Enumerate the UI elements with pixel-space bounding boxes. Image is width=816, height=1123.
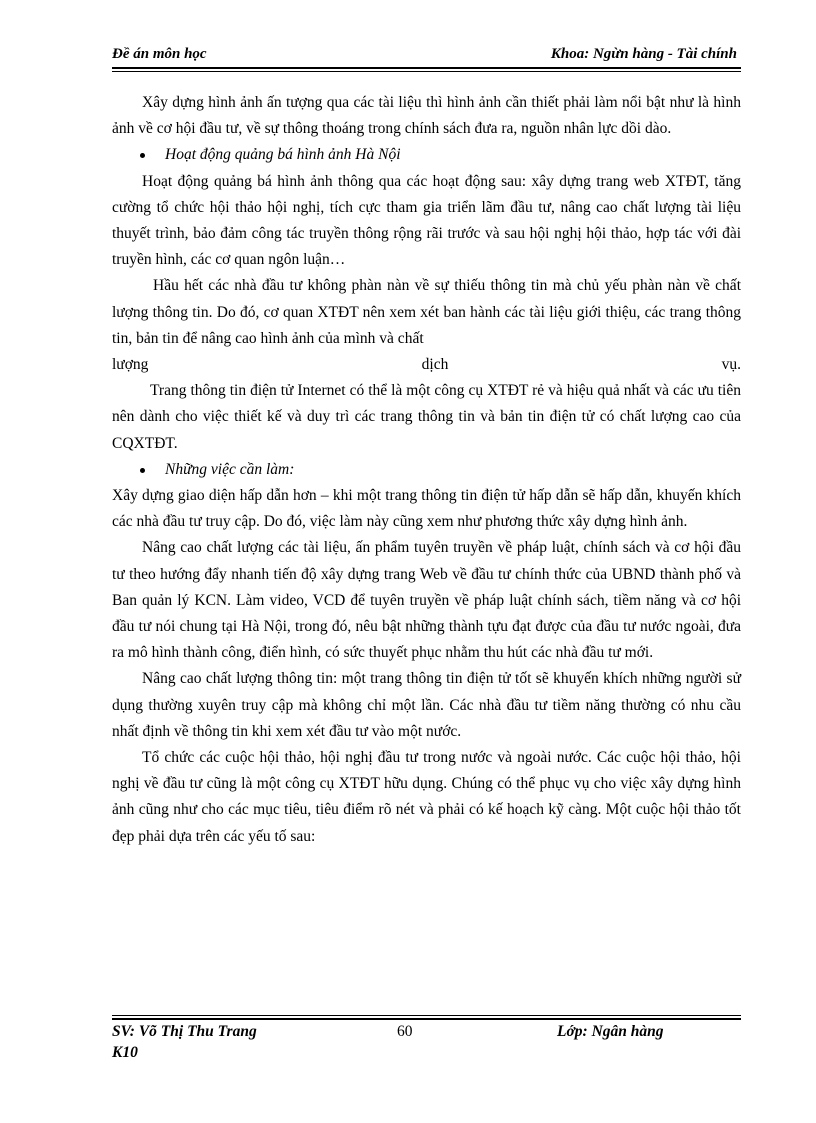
bullet-icon [140, 468, 145, 473]
page-body [112, 90, 741, 850]
paragraph-7: Nâng cao chất lượng thông tin: một trang thông tin điện tử tốt sẽ khuyến khích những người sử dụng thường xuyên truy cập mà không chỉ một lần. Các nhà đầu tư tiềm năng thường có nhu cầu nhất định về thông tin khi xem xét đầu tư vào một nước. [112, 670, 741, 740]
footer-rule-thick [112, 1018, 741, 1020]
bullet-text: Hoạt động quảng bá hình ảnh Hà Nội [165, 146, 401, 164]
header-rule-thick [112, 67, 741, 69]
class-code: K10 [112, 1044, 138, 1061]
header-rule-thin [112, 71, 741, 72]
paragraph-3-last-line [112, 352, 741, 378]
paragraph-6: Nâng cao chất lượng các tài liệu, ấn phẩm tuyên truyền về pháp luật, chính sách và cơ hội đầu tư theo hướng đẩy nhanh tiến độ xây dựng trang Web về đầu tư chính thức của UBND thành phố và Ban quản lý KCN. Làm video, VCD để tuyên truyền về pháp luật chính sách, tiềm năng và cơ hội đầu tư nói chung tại Hà Nội, trong đó, nêu bật những thành tựu đạt được của đầu tư nước ngoài, đưa ra mô hình thành công, điển hình, có sức thuyết phục nhằm thu hút các nhà đầu tư mới. [112, 539, 741, 662]
footer-student [112, 1021, 257, 1063]
page-header [112, 44, 741, 66]
bullet-item-1 [112, 142, 741, 168]
page-number: 60 [397, 1023, 413, 1040]
footer-class: Lớp: Ngân hàng [557, 1023, 664, 1040]
header-faculty: Khoa: Ngừn hàng - Tài chính [550, 46, 737, 62]
paragraph-5: Xây dựng giao diện hấp dẫn hơn – khi một trang thông tin điện tử hấp dẫn sẽ hấp dẫn, khuyến khích các nhà đầu tư truy cập. Do đó, việc làm này cũng xem như phương thức xây dựng hình ảnh. [112, 487, 741, 531]
word: lượng [112, 356, 149, 374]
footer-rule-thin [112, 1015, 741, 1016]
paragraph-8: Tổ chức các cuộc hội thảo, hội nghị đầu tư trong nước và ngoài nước. Các cuộc hội thảo, hội nghị về đầu tư cũng là một công cụ XTĐT hữu dụng. Chúng có thể phục vụ cho việc xây dựng hình ảnh cũng như cho các mục tiêu, tiêu điểm rõ nét và phải có kế hoạch kỹ càng. Một cuộc hội thảo tốt đẹp phải dựa trên các yếu tố sau: [112, 749, 741, 845]
word: dịch [421, 356, 449, 374]
paragraph-1: Xây dựng hình ảnh ấn tượng qua các tài liệu thì hình ảnh cần thiết phải làm nổi bật như là hình ảnh về cơ hội đầu tư, về sự thông thoáng trong chính sách đưa ra, nguồn nhân lực dồi dào. [112, 94, 741, 138]
bullet-text: Những việc cần làm: [165, 460, 295, 478]
paragraph-2: Hoạt động quảng bá hình ảnh thông qua các hoạt động sau: xây dựng trang web XTĐT, tăng cường tổ chức hội thảo hội nghị, tích cực tham gia triển lãm đầu tư, nâng cao chất lượng tài liệu thuyết trình, bảo đảm công tác truyền thông rộng rãi trước và sau hội nghị hội thảo, hợp tác với đài truyền hình, các cơ quan ngôn luận… [112, 172, 741, 269]
bullet-item-2 [112, 457, 741, 483]
paragraph-4: Trang thông tin điện tử Internet có thể là một công cụ XTĐT rẻ và hiệu quả nhất và các ưu tiên nên dành cho việc thiết kế và duy trì các trang thông tin và bản tin điện tử có chất lượng cao của CQXTĐT. [112, 382, 741, 452]
word: vụ. [721, 356, 741, 374]
header-course-title: Đề án môn học [112, 46, 207, 62]
student-name: SV: Võ Thị Thu Trang [112, 1023, 257, 1040]
paragraph-3: Hầu hết các nhà đầu tư không phàn nàn về sự thiếu thông tin mà chủ yếu phàn nàn về chất lượng thông tin. Do đó, cơ quan XTĐT nên xem xét ban hành các tài liệu giới thiệu, các trang thông tin, bản tin để nâng cao hình ảnh của mình và chất [112, 277, 741, 347]
